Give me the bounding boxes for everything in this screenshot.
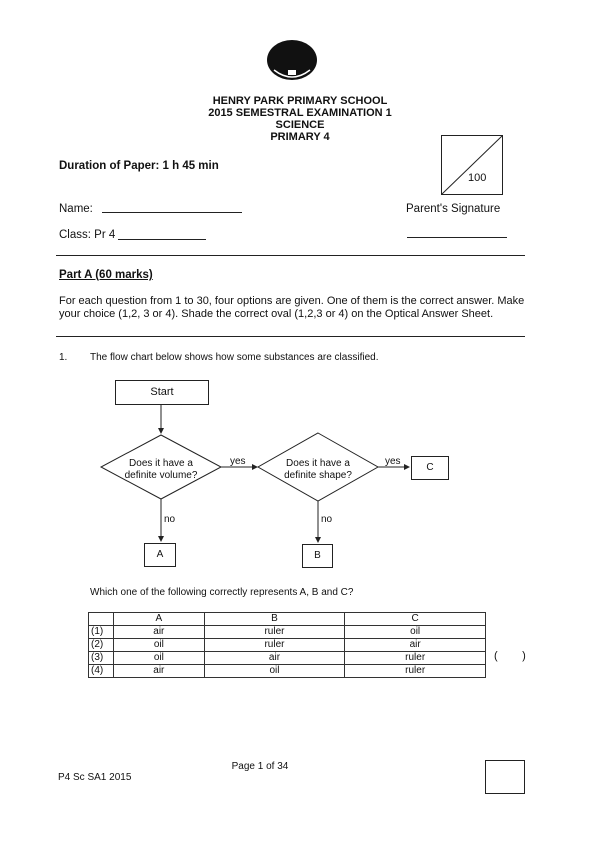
flow-no-label-2: no <box>321 514 333 525</box>
table-cell: oil <box>204 665 345 678</box>
question-text: The flow chart below shows how some substances are classified. <box>90 352 379 363</box>
table-cell: air <box>204 652 345 665</box>
duration-text: Duration of Paper: 1 h 45 min <box>59 160 219 172</box>
table-cell: ruler <box>345 652 486 665</box>
exam-title: 2015 SEMESTRAL EXAMINATION 1 <box>208 107 392 119</box>
question-prompt: Which one of the following correctly represents A, B and C? <box>90 587 354 598</box>
subject-title: SCIENCE <box>275 119 325 131</box>
table-header-cell <box>89 613 114 626</box>
score-total: 100 <box>468 172 487 184</box>
table-cell: ruler <box>204 639 345 652</box>
flow-q1-line1: Does it have a <box>129 458 193 469</box>
part-title: Part A (60 marks) <box>59 269 153 281</box>
option-number: (1) <box>89 626 114 639</box>
table-header-cell: C <box>345 613 486 626</box>
flow-q2-line1: Does it have a <box>286 458 350 469</box>
school-name: HENRY PARK PRIMARY SCHOOL <box>212 95 388 107</box>
marks-box[interactable] <box>485 760 525 794</box>
option-number: (3) <box>89 652 114 665</box>
table-cell: oil <box>114 652 205 665</box>
table-cell: oil <box>345 626 486 639</box>
parent-signature-label: Parent's Signature <box>406 203 501 215</box>
table-row <box>89 626 486 639</box>
answer-bracket[interactable]: ( ) <box>494 650 526 662</box>
table-header-cell: B <box>204 613 345 626</box>
table-cell: air <box>114 626 205 639</box>
flow-no-label-1: no <box>164 514 176 525</box>
table-row <box>89 639 486 652</box>
table-row <box>89 665 486 678</box>
table-header-cell: A <box>114 613 205 626</box>
flow-q1-line2: definite volume? <box>124 470 198 481</box>
level-title: PRIMARY 4 <box>270 131 330 143</box>
flow-box-c-label: C <box>426 462 434 473</box>
flow-yes-label-1: yes <box>230 456 246 467</box>
table-header-row <box>89 613 486 626</box>
page-number: Page 1 of 34 <box>231 761 289 772</box>
flow-q2-line2: definite shape? <box>284 470 352 481</box>
table-cell: ruler <box>345 665 486 678</box>
table-cell: air <box>345 639 486 652</box>
table-row <box>89 652 486 665</box>
options-table <box>88 612 486 678</box>
paper-code: P4 Sc SA1 2015 <box>58 772 132 783</box>
part-instructions: For each question from 1 to 30, four options are given. One of them is the correct answer. Make your choice (1,2, 3 or 4). Shade the correct oval (1,2,3 or 4) on the Optical Answer Sheet. <box>59 295 525 320</box>
option-number: (4) <box>89 665 114 678</box>
flow-box-b-label: B <box>314 550 321 561</box>
table-cell: air <box>114 665 205 678</box>
flow-start-label: Start <box>150 386 174 398</box>
table-cell: ruler <box>204 626 345 639</box>
flow-yes-label-2: yes <box>385 456 401 467</box>
question-number: 1. <box>59 352 68 363</box>
option-number: (2) <box>89 639 114 652</box>
class-label: Class: Pr 4 <box>59 229 116 241</box>
flow-box-a-label: A <box>156 549 164 560</box>
table-cell: oil <box>114 639 205 652</box>
name-label: Name: <box>59 203 93 215</box>
